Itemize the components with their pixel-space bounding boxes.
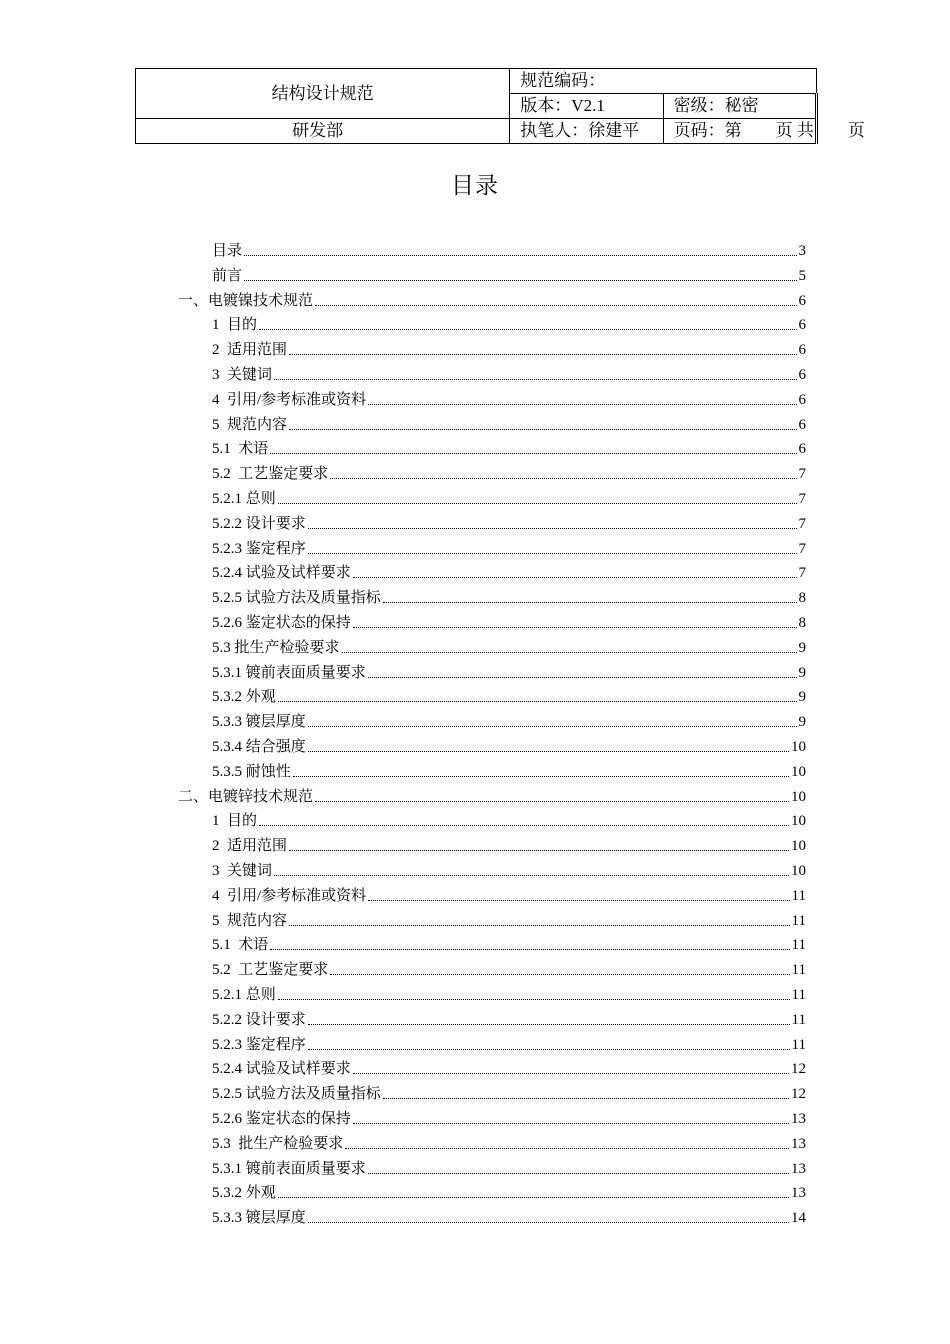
toc-dot-leader <box>308 726 797 727</box>
toc-entry[interactable] <box>212 1129 806 1153</box>
toc-page-number: 11 <box>791 1011 806 1028</box>
toc-dot-leader <box>368 677 797 678</box>
toc-dot-leader <box>383 1098 789 1099</box>
document-header-table <box>135 68 865 144</box>
toc-page-number: 8 <box>798 615 806 631</box>
toc-entry-title: 3 关键词 <box>212 863 273 879</box>
toc-entry[interactable] <box>212 1154 806 1178</box>
toc-page-number: 10 <box>791 838 806 855</box>
toc-entry[interactable] <box>212 509 806 533</box>
toc-entry[interactable] <box>212 484 806 508</box>
toc-dot-leader <box>289 850 789 851</box>
toc-dot-leader <box>308 553 797 554</box>
toc-dot-leader <box>259 825 789 826</box>
toc-page-number: 6 <box>798 292 806 309</box>
toc-entry[interactable] <box>212 310 806 334</box>
toc-entry-title: 一、电镀镍技术规范 <box>178 292 314 309</box>
toc-page-number: 9 <box>798 689 806 706</box>
toc-entry[interactable] <box>212 831 806 855</box>
toc-page-number: 11 <box>791 912 806 929</box>
toc-entry[interactable] <box>212 856 806 880</box>
toc-dot-leader <box>278 1197 789 1198</box>
toc-dot-leader <box>274 875 789 876</box>
toc-page-number: 13 <box>791 1185 806 1202</box>
toc-page-number: 10 <box>791 763 806 780</box>
toc-entry-title: 4 引用/参考标准或资料 <box>212 887 367 904</box>
toc-dot-leader <box>308 1049 790 1050</box>
toc-dot-leader <box>308 1222 789 1223</box>
toc-page-number: 7 <box>798 540 806 557</box>
page-info: 页码：第 页 共 页 <box>663 119 816 144</box>
toc-entry[interactable] <box>212 732 806 756</box>
toc-entry-title: 5.3.1 镀前表面质量要求 <box>212 664 366 681</box>
toc-page-number: 7 <box>798 466 806 483</box>
toc-dot-leader <box>383 602 797 603</box>
toc-entry-title: 5.3.2 外观 <box>212 689 276 706</box>
toc-entry[interactable] <box>212 385 806 409</box>
toc-dot-leader <box>368 404 796 405</box>
toc-entry-title: 5.2.6 鉴定状态的保持 <box>212 615 351 631</box>
toc-entry-title: 5.2.5 试验方法及质量指标 <box>212 1086 381 1103</box>
toc-dot-leader <box>368 1173 789 1174</box>
toc-entry[interactable] <box>212 434 806 458</box>
toc-dot-leader <box>308 528 797 529</box>
toc-entry-title: 5.3.3 镀层厚度 <box>212 714 306 731</box>
toc-entry[interactable] <box>212 906 806 930</box>
toc-page-number: 11 <box>791 937 806 954</box>
toc-entry[interactable] <box>212 881 806 905</box>
toc-dot-leader <box>353 1073 789 1074</box>
toc-entry-title: 1 目的 <box>212 317 258 334</box>
toc-entry-title: 5.3.2 外观 <box>212 1185 276 1202</box>
toc-entry[interactable] <box>212 633 806 657</box>
toc-page-number: 14 <box>791 1210 806 1227</box>
toc-dot-leader <box>244 280 796 281</box>
toc-entry[interactable] <box>212 583 806 607</box>
toc-page-number: 11 <box>791 962 806 979</box>
toc-page-number: 9 <box>798 639 806 656</box>
toc-entry-title: 5.2.3 鉴定程序 <box>212 1036 306 1053</box>
toc-dot-leader <box>278 503 797 504</box>
toc-entry[interactable] <box>212 658 806 682</box>
toc-entry-title: 5 规范内容 <box>212 416 288 433</box>
toc-entry[interactable] <box>212 1104 806 1128</box>
department: 研发部 <box>136 119 510 144</box>
toc-dot-leader <box>353 627 797 628</box>
toc-entry[interactable] <box>212 682 806 706</box>
toc-entry-title: 5.3 批生产检验要求 <box>212 639 340 656</box>
toc-entry[interactable] <box>212 360 806 384</box>
toc-entry[interactable] <box>212 459 806 483</box>
toc-entry-title: 二、电镀锌技术规范 <box>178 788 314 805</box>
toc-dot-leader <box>270 453 796 454</box>
toc-page-number: 12 <box>791 1061 806 1078</box>
toc-entry[interactable] <box>212 335 806 359</box>
toc-entry-title: 5.2.4 试验及试样要求 <box>212 565 351 582</box>
toc-dot-leader <box>308 751 789 752</box>
toc-entry-title: 目录 <box>212 243 243 259</box>
toc-entry[interactable] <box>212 1178 806 1202</box>
toc-page-number: 7 <box>798 515 806 532</box>
toc-page-number: 6 <box>798 367 806 383</box>
toc-page-number: 6 <box>798 416 806 433</box>
toc-entry-title: 5.2.2 设计要求 <box>212 515 306 532</box>
toc-page-number: 9 <box>798 664 806 681</box>
toc-page-number: 7 <box>798 565 806 582</box>
toc-entry[interactable] <box>212 608 806 632</box>
toc-entry-title: 5.2.1 总则 <box>212 491 276 507</box>
toc-entry[interactable] <box>212 1079 806 1103</box>
toc-entry[interactable] <box>212 707 806 731</box>
spec-code: 规范编码： <box>510 69 817 94</box>
toc-page-number: 6 <box>798 441 806 458</box>
toc-entry[interactable] <box>212 410 806 434</box>
toc-entry-title: 4 引用/参考标准或资料 <box>212 391 367 408</box>
toc-entry[interactable] <box>212 1203 806 1227</box>
toc-page-number: 6 <box>798 317 806 334</box>
toc-entry-title: 5.2.1 总则 <box>212 987 276 1003</box>
toc-dot-leader <box>274 379 796 380</box>
toc-dot-leader <box>289 354 796 355</box>
toc-page-number: 13 <box>791 1160 806 1177</box>
toc-page-number: 9 <box>798 714 806 731</box>
toc-page-number: 6 <box>798 391 806 408</box>
toc-entry[interactable] <box>212 980 806 1004</box>
toc-entry-title: 5.2 工艺鉴定要求 <box>212 466 329 483</box>
toc-entry[interactable] <box>212 1030 806 1054</box>
toc-entry[interactable] <box>178 782 806 806</box>
toc-entry-title: 5.2.5 试验方法及质量指标 <box>212 590 381 607</box>
toc-dot-leader <box>278 701 797 702</box>
doc-title: 结构设计规范 <box>136 69 510 119</box>
toc-entry-title: 5.3.1 镀前表面质量要求 <box>212 1160 366 1177</box>
toc-entry[interactable] <box>212 1054 806 1078</box>
toc-entry-title: 5 规范内容 <box>212 912 288 929</box>
toc-page-number: 10 <box>791 788 806 805</box>
toc-entry-title: 5.3 批生产检验要求 <box>212 1135 344 1152</box>
toc-entry-title: 5.3.4 结合强度 <box>212 739 306 755</box>
toc-entry-title: 1 目的 <box>212 813 258 830</box>
toc-dot-leader <box>342 652 797 653</box>
toc-entry[interactable] <box>212 534 806 558</box>
toc-entry-title: 5.2.2 设计要求 <box>212 1011 306 1028</box>
toc-dot-leader <box>244 255 796 256</box>
toc-page-number: 10 <box>791 863 806 879</box>
toc-dot-leader <box>345 1148 789 1149</box>
toc-page-number: 11 <box>791 987 806 1003</box>
toc-page-number: 7 <box>798 491 806 507</box>
toc-dot-leader <box>308 1024 790 1025</box>
toc-dot-leader <box>368 900 789 901</box>
toc-page-number: 11 <box>791 887 806 904</box>
toc-entry[interactable] <box>212 757 806 781</box>
toc-dot-leader <box>353 577 797 578</box>
toc-page-number: 6 <box>798 342 806 359</box>
toc-entry-title: 5.2 工艺鉴定要求 <box>212 962 329 979</box>
toc-entry[interactable] <box>178 286 806 310</box>
author: 执笔人：徐建平 <box>510 119 663 144</box>
toc-entry-title: 5.1 术语 <box>212 441 269 458</box>
toc-entry-title: 前言 <box>212 267 243 284</box>
version: 版本：V2.1 <box>510 94 663 119</box>
toc-dot-leader <box>353 1123 789 1124</box>
toc-page-number: 8 <box>798 590 806 607</box>
toc-page-number: 11 <box>791 1036 806 1053</box>
toc-page-number: 10 <box>791 739 806 755</box>
toc-dot-leader <box>278 999 790 1000</box>
toc-entry-title: 5.2.4 试验及试样要求 <box>212 1061 351 1078</box>
toc-entry[interactable] <box>212 806 806 830</box>
toc-dot-leader <box>330 974 789 975</box>
security-level: 密级：秘密 <box>663 94 816 119</box>
toc-dot-leader <box>289 429 796 430</box>
toc-page-number: 3 <box>798 243 806 259</box>
toc-entry[interactable] <box>212 1005 806 1029</box>
toc-entry[interactable] <box>212 261 806 285</box>
toc-dot-leader <box>259 329 796 330</box>
toc-dot-leader <box>330 478 796 479</box>
toc-entry[interactable] <box>212 558 806 582</box>
toc-entry[interactable] <box>212 930 806 954</box>
toc-page-number: 13 <box>791 1111 806 1127</box>
toc-entry[interactable] <box>212 955 806 979</box>
toc-entry-title: 2 适用范围 <box>212 342 288 359</box>
toc-entry-title: 5.3.3 镀层厚度 <box>212 1210 306 1227</box>
toc-entry-title: 2 适用范围 <box>212 838 288 855</box>
toc-page-number: 10 <box>791 813 806 830</box>
toc-dot-leader <box>315 305 796 306</box>
toc-page-number: 13 <box>791 1135 806 1152</box>
toc-entry-title: 5.3.5 耐蚀性 <box>212 763 291 780</box>
toc-dot-leader <box>293 776 789 777</box>
toc-dot-leader <box>315 801 789 802</box>
page-title: 目录 <box>451 173 499 198</box>
toc-entry-title: 5.2.6 鉴定状态的保持 <box>212 1111 351 1127</box>
toc-page-number: 5 <box>798 267 806 284</box>
toc-dot-leader <box>270 949 789 950</box>
toc-entry-title: 3 关键词 <box>212 367 273 383</box>
toc-entry[interactable] <box>212 236 806 260</box>
toc-dot-leader <box>289 925 790 926</box>
toc-page-number: 12 <box>791 1086 806 1103</box>
toc-entry-title: 5.1 术语 <box>212 937 269 954</box>
toc-entry-title: 5.2.3 鉴定程序 <box>212 540 306 557</box>
